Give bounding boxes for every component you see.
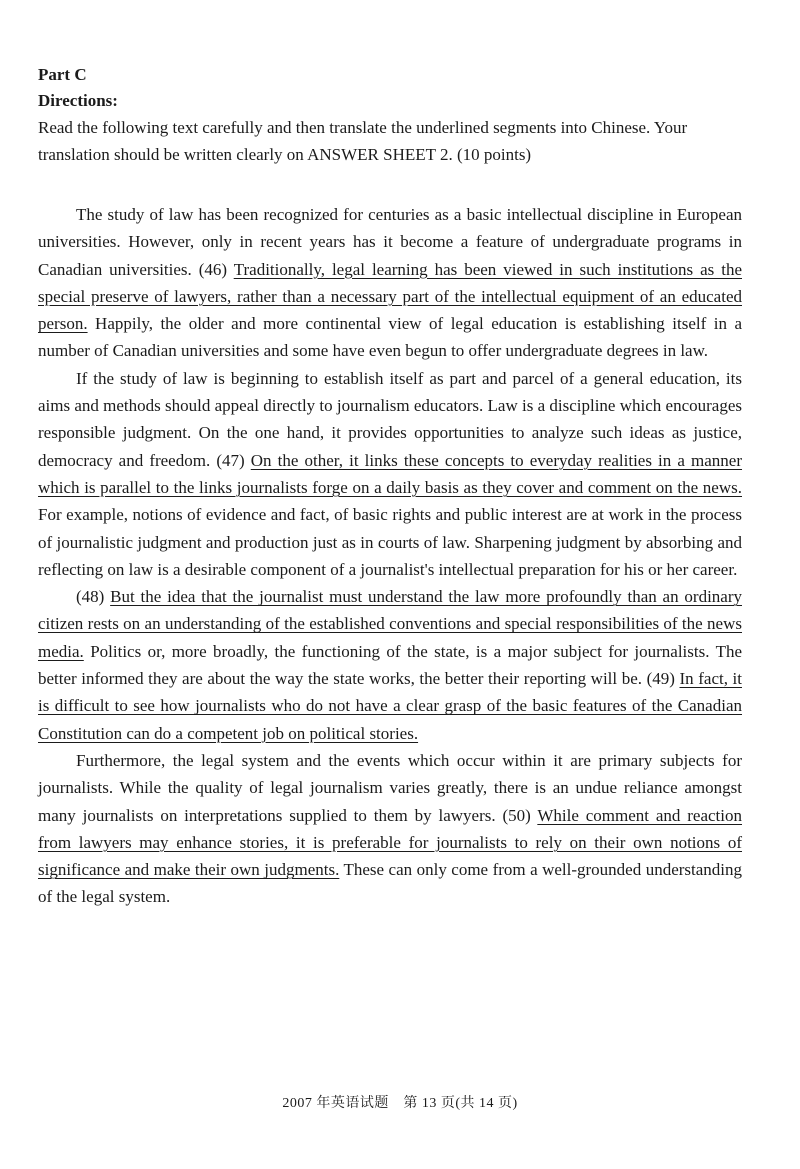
sentence-text: Happily, the older and more continental view of legal education is establishing itself in a number of Canadian universities and some have even begun to offer undergraduate degrees in law.: [38, 314, 742, 361]
question-number-49: (49): [646, 669, 680, 689]
paragraph-4: [38, 747, 742, 911]
sentence-text: For example, notions of evidence and fact, of basic rights and public interest are at work in the process of journalistic judgment and production just as in courts of law. Sharpening judgment by absorbing and reflecting on law is a desirable component of a journalist's intellectual preparation for his or her career.: [38, 505, 742, 579]
sentence-text: Politics or, more broadly, the functioning of the state, is a major subject for journalists. The better informed they are about the way the state works, the better their reporting will be.: [38, 641, 742, 689]
underlined-segment-48: But the idea that the journalist must understand the law more profoundly than an ordinary citizen rests on an understanding of the established conventions and special responsibilities of the news media.: [38, 587, 742, 661]
directions-text: Read the following text carefully and then translate the underlined segments into Chinese. Your translation should be written clearly on ANSWER SHEET 2. (10 points): [38, 118, 688, 164]
part-title: Part C: [38, 65, 87, 84]
page-footer: 2007 年英语试题 第 13 页(共 14 页): [282, 1096, 518, 1111]
paragraph-1: [38, 201, 742, 365]
directions-title: Directions:: [38, 91, 118, 110]
underlined-segment-47: On the other, it links these concepts to everyday realities in a manner which is parallel to the links journalists forge on a daily basis as they cover and comment on the news.: [38, 450, 743, 497]
paragraph-2: [38, 365, 742, 583]
reading-passage: [38, 201, 742, 911]
sentence-text: If the study of law is beginning to establish itself as part and parcel of a general education, its aims and methods should appeal directly to journalism educators. Law is a discipline which encourages responsible judgment. On the one hand, it provides opportunities to analyze such ideas as justice, democracy and freedom.: [38, 368, 742, 470]
paragraph-3: [38, 583, 742, 747]
sentence-text: These can only come from a well-grounded understanding of the legal system.: [38, 860, 743, 907]
sentence-text: Furthermore, the legal system and the events which occur within it are primary subjects for journalists. While the quality of legal journalism varies greatly, there is an undue reliance amongst many journalists on interpretations supplied to them by lawyers.: [38, 750, 742, 825]
question-number-47: (47): [216, 450, 251, 470]
question-number-48: (48): [76, 587, 111, 607]
question-number-46: (46): [198, 259, 234, 279]
underlined-segment-49: In fact, it is difficult to see how journalists who do not have a clear grasp of the basic features of the Canadian Constitution can do a competent job on political stories.: [38, 669, 742, 743]
underlined-segment-50: While comment and reaction from lawyers may enhance stories, it is preferable for journalists to rely on their own notions of significance and make their own judgments.: [38, 805, 742, 880]
sentence-text: The study of law has been recognized for centuries as a basic intellectual discipline in European universities. However, only in recent years has it become a feature of undergraduate programs in Canadian universities.: [38, 205, 742, 279]
question-number-50: (50): [502, 805, 538, 825]
underlined-segment-46: Traditionally, legal learning has been viewed in such institutions as the special preserve of lawyers, rather than a necessary part of the intellectual equipment of an educated person.: [38, 259, 742, 334]
